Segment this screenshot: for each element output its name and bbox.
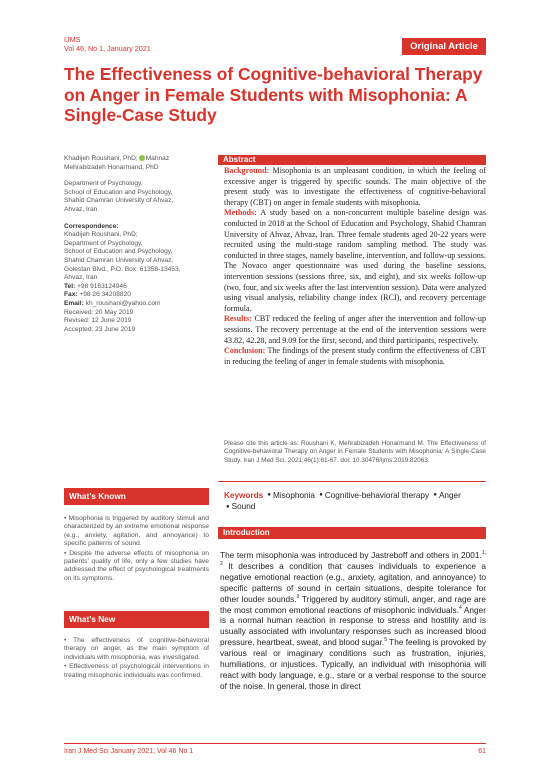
footer-divider xyxy=(64,743,486,744)
keywords-label: Keywords xyxy=(224,491,264,500)
keywords xyxy=(224,490,486,513)
correspondence-address: Golestan Blvd., P.O. Box: 61358-13453, xyxy=(64,265,181,273)
whats-new-point: • Effectiveness of psychological interventions in treating misophonic individuals was confirmed. xyxy=(64,663,209,679)
abstract-background: Background: Misophonia is an unpleasant condition, in which the feeling of excessive anger is triggered by specific sounds. The main objective of the present study was to investigate the effectiveness of cognitive-behavioral therapy (CBT) on anger in female students with misophonia. xyxy=(224,166,486,207)
footer-journal: Iran J Med Sci January 2021; Vol 46 No 1 xyxy=(64,748,194,755)
journal-name: IJMS xyxy=(64,35,81,44)
correspondence-address: Department of Psychology, xyxy=(64,239,143,247)
bullet-icon: ● xyxy=(267,492,272,499)
correspondence-label: Correspondence: xyxy=(64,222,119,230)
abstract-conclusion: Conclusion: The findings of the present study confirm the effectiveness of CBT in reducing the feeling of anger in female students with misophonia. xyxy=(224,346,486,366)
whats-new-point: • The effectiveness of cognitive-behavioral therapy on anger, as the main symptom of individuals with misophonia, was investigated. xyxy=(64,637,209,661)
author-line-1: Khadijeh Roushani, PhD; Mahnaz xyxy=(64,155,170,162)
whats-new-heading: What’s New xyxy=(64,611,209,628)
keyword: Sound xyxy=(231,502,256,512)
introduction-body: The term misophonia was introduced by Jastreboff and others in 2001.$^{1, 2}$ It describes a condition that causes individuals to experience a negative emotional reaction (e.g., anxiety, agitation, and annoyance) to specific patterns of sound in certain situations, despite tolerance for other louder sounds.$^3$ Triggered by auditory stimuli, anger, and rage are the most common emotional reactions of misophonic individuals.$^4$ Anger is a normal human reaction in response to stress and hostility and is usually associated with involuntary responses such as increased blood pressure, heartbeat, sweat, and blood sugar.$^5$ The feeling is provoked by various real or imaginary conditions such as frustration, injuries, humiliations, or injustices. Typically, an individual with misophonia will react with body language, e.g., stare or a verbal response to the source of the noise. In general, those in direct xyxy=(220,550,486,691)
article-type-badge: Original Article xyxy=(402,38,486,55)
fax: Fax: +98 26 34208820 xyxy=(64,291,131,299)
citation-note: Please cite this article as: Roushani K, Mehrabizadeh Honarmand M. The Effectiveness of Cognitive-behavioral Therapy on Anger in Female Students with Misophonia: A Single-Case Study. Iran J Med Sci. 2021;46(1):61-67. doi: 10.30476/ijms.2019.82063. xyxy=(224,440,486,464)
author-line-2: Mehrabizadeh Honarmand, PhD xyxy=(64,163,159,171)
keyword: Cognitive-behavioral therapy xyxy=(324,491,430,500)
telephone: Tel: +98 9163124946 xyxy=(64,282,127,290)
abstract-heading: Abstract xyxy=(218,155,486,165)
introduction-heading: Introduction xyxy=(218,527,486,539)
abstract-results: Results: CBT reduced the feeling of anger after the intervention and follow-up sessions. The recovery percentage at the end of the intervention sessions were 43.82, 42.28, and 9.09 for the first, second, and third participants, respectively. xyxy=(224,314,486,345)
correspondence-address: Shahid Chamran University of Ahvaz, xyxy=(64,256,174,264)
abstract-body xyxy=(224,166,486,367)
keyword: Misophonia xyxy=(273,491,315,500)
journal-header xyxy=(64,35,151,53)
article-title: The Effectiveness of Cognitive-behavioral Therapy on Anger in Female Students with Misophonia: A Single-Case Study xyxy=(64,64,483,126)
email: Email: kh_roushani@yahoo.com xyxy=(64,299,161,307)
bullet-icon: ● xyxy=(226,503,230,510)
accepted-date: Accepted: 23 June 2019 xyxy=(64,325,136,333)
received-date: Received: 20 May 2019 xyxy=(64,308,134,316)
whats-known-point: • Despite the adverse effects of misophonia on patients’ quality of life, only a few studies have addressed the effect of psychological treatments on its symptoms. xyxy=(64,549,209,582)
correspondence-address: School of Education and Psychology, xyxy=(64,248,173,256)
author-info xyxy=(64,155,209,334)
whats-new-body xyxy=(64,637,209,681)
keyword: Anger xyxy=(438,491,461,500)
bullet-icon: ● xyxy=(319,492,323,499)
bullet-icon: ● xyxy=(433,492,437,499)
page-number: 61 xyxy=(478,748,486,755)
email-link[interactable]: kh_roushani@yahoo.com xyxy=(85,299,161,307)
citation-ref[interactable]: 5 xyxy=(384,637,387,644)
revised-date: Revised: 12 June 2019 xyxy=(64,317,132,325)
whats-known-heading: What’s Known xyxy=(64,488,209,505)
abstract-methods: Methods: A study based on a non-concurrent multiple baseline design was conducted in 2018 at the School of Education and Psychology, Shahid Chamran University of Ahvaz, Ahvaz, Iran. Three female students aged 20-22 years were recruited using the multi-stage random sampling method. The study was conducted in three stages, namely baseline, intervention, and follow-up sessions. The Novaco anger questionnaire was used during the baseline sessions, intervention sessions (sessions three, six, and eight), and six weeks follow-up (two, four, and six weeks after the last intervention session). Data were analyzed using visual analysis, reliability change index (RCI), and recovery percentage formula. xyxy=(224,208,486,313)
affiliation-line: Department of Psychology, xyxy=(64,180,143,188)
correspondence-address: Ahvaz, Iran xyxy=(64,274,98,282)
citation-ref[interactable]: 1, 2 xyxy=(220,550,486,567)
divider xyxy=(218,481,486,482)
affiliation-line: Ahvaz, Iran xyxy=(64,205,98,213)
whats-known-body xyxy=(64,515,209,584)
orcid-icon[interactable] xyxy=(139,155,145,161)
citation-ref[interactable]: 4 xyxy=(458,604,462,611)
affiliation-line: Shahid Chamran University of Ahvaz, xyxy=(64,197,174,205)
journal-issue: Vol 46, No 1, January 2021 xyxy=(64,44,151,53)
correspondence-name: Khadijeh Roushani, PhD; xyxy=(64,231,138,239)
citation-ref[interactable]: 3 xyxy=(296,593,300,600)
whats-known-point: • Misophonia is triggered by auditory stimuli and characterized by an extreme emotional response (e.g., anxiety, agitation, and annoyance) to specific patterns of sound. xyxy=(64,515,209,548)
affiliation-line: School of Education and Psychology, xyxy=(64,188,173,196)
